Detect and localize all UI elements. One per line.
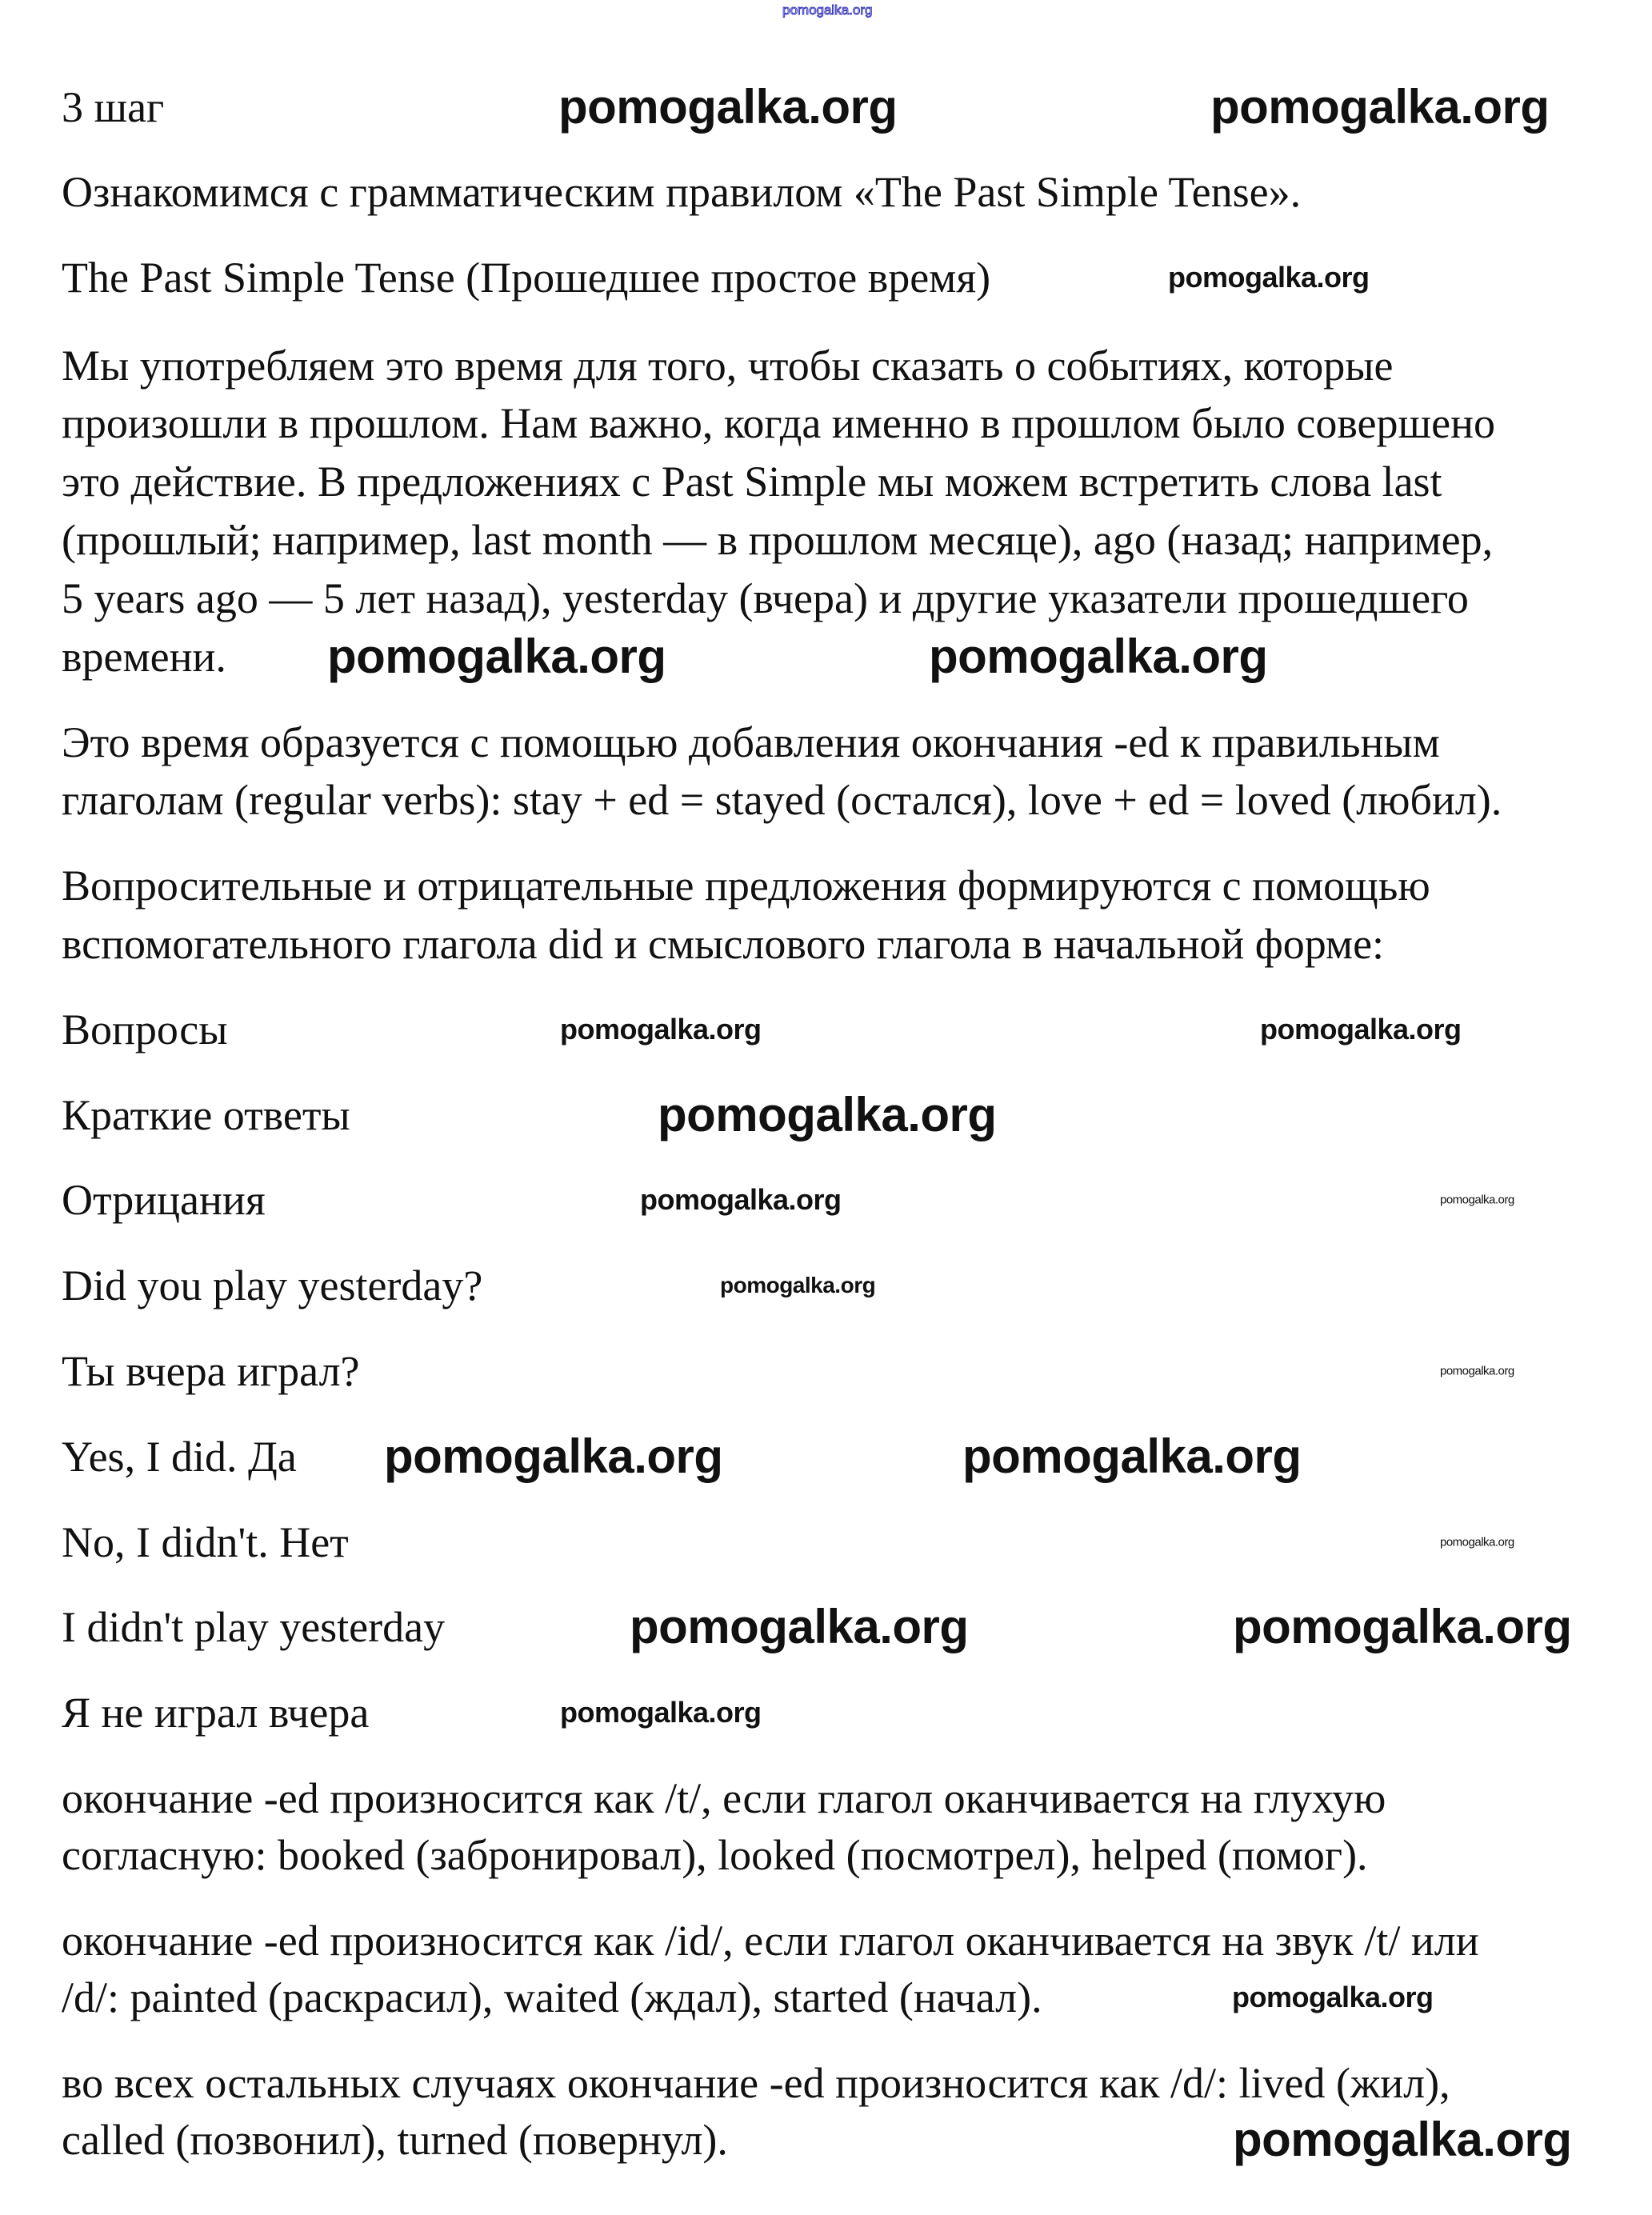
- paragraph-line: /d/: painted (раскрасил), waited (ждал), started (начал).: [62, 1973, 1042, 2021]
- watermark: pomogalka.org: [560, 1013, 762, 1046]
- intro-line: Ознакомимся с грамматическим правилом «The Past Simple Tense».: [62, 168, 1302, 216]
- watermark: pomogalka.org: [658, 1088, 997, 1141]
- example-line: No, I didn't. Нет: [62, 1518, 349, 1566]
- paragraph-line: Это время образуется с помощью добавления окончания -ed к правильным: [62, 718, 1440, 766]
- watermark: pomogalka.org: [640, 1183, 842, 1216]
- watermark: pomogalka.org: [1232, 1981, 1434, 2013]
- watermark: pomogalka.org: [1440, 1193, 1514, 1207]
- watermark: pomogalka.org: [1233, 1600, 1572, 1653]
- paragraph-line: вспомогательного глагола did и смыслового глагола в начальной форме:: [62, 920, 1385, 968]
- example-line: Yes, I did. Да: [62, 1433, 297, 1481]
- watermark: pomogalka.org: [929, 630, 1268, 683]
- paragraph-line: Мы употребляем это время для того, чтобы сказать о событиях, которые: [62, 342, 1394, 390]
- example-line: Did you play yesterday?: [62, 1261, 483, 1309]
- paragraph-line: во всех остальных случаях окончание -ed произносится как /d/: lived (жил),: [62, 2059, 1450, 2107]
- step-heading: 3 шаг: [62, 83, 165, 131]
- watermark: pomogalka.org: [1233, 2113, 1572, 2166]
- section-label-short-answers: Краткие ответы: [62, 1091, 350, 1139]
- watermark: pomogalka.org: [630, 1600, 969, 1653]
- watermark: pomogalka.org: [1260, 1013, 1462, 1046]
- paragraph-line: произошли в прошлом. Нам важно, когда именно в прошлом было совершено: [62, 399, 1495, 447]
- paragraph-line: окончание -ed произносится как /id/, если глагол оканчивается на звук /t/ или: [62, 1917, 1479, 1965]
- rule-title: The Past Simple Tense (Прошедшее простое время): [62, 254, 991, 302]
- paragraph-line: глаголам (regular verbs): stay + ed = stayed (остался), love + ed = loved (любил).: [62, 776, 1502, 824]
- watermark: pomogalka.org: [720, 1273, 876, 1297]
- example-line: Ты вчера играл?: [62, 1347, 360, 1395]
- example-line: Я не играл вчера: [62, 1689, 370, 1737]
- watermark: pomogalka.org: [560, 1696, 762, 1729]
- section-label-negatives: Отрицания: [62, 1176, 266, 1224]
- top-watermark: pomogalka.org: [782, 2, 873, 18]
- paragraph-line: 5 years ago — 5 лет назад), yesterday (вчера) и другие указатели прошедшего: [62, 574, 1469, 622]
- paragraph-line: (прошлый; например, last month — в прошлом месяце), ago (назад; например,: [62, 516, 1494, 564]
- watermark: pomogalka.org: [384, 1429, 723, 1483]
- watermark: pomogalka.org: [1210, 80, 1550, 134]
- watermark: pomogalka.org: [1168, 261, 1370, 294]
- example-line: I didn't play yesterday: [62, 1603, 446, 1651]
- paragraph-line: согласную: booked (забронировал), looked (посмотрел), helped (помог).: [62, 1831, 1368, 1879]
- watermark: pomogalka.org: [1440, 1364, 1514, 1378]
- paragraph-line: это действие. В предложениях с Past Simple мы можем встретить слова last: [62, 458, 1442, 506]
- paragraph-line: Вопросительные и отрицательные предложения формируются с помощью: [62, 862, 1430, 910]
- watermark: pomogalka.org: [327, 630, 666, 683]
- section-label-questions: Вопросы: [62, 1006, 228, 1054]
- watermark: pomogalka.org: [1440, 1535, 1514, 1549]
- paragraph-line: called (позвонил), turned (повернул).: [62, 2116, 728, 2164]
- watermark: pomogalka.org: [558, 80, 898, 134]
- paragraph-line: времени.: [62, 633, 226, 681]
- watermark: pomogalka.org: [962, 1429, 1302, 1483]
- paragraph-line: окончание -ed произносится как /t/, если глагол оканчивается на глухую: [62, 1774, 1386, 1822]
